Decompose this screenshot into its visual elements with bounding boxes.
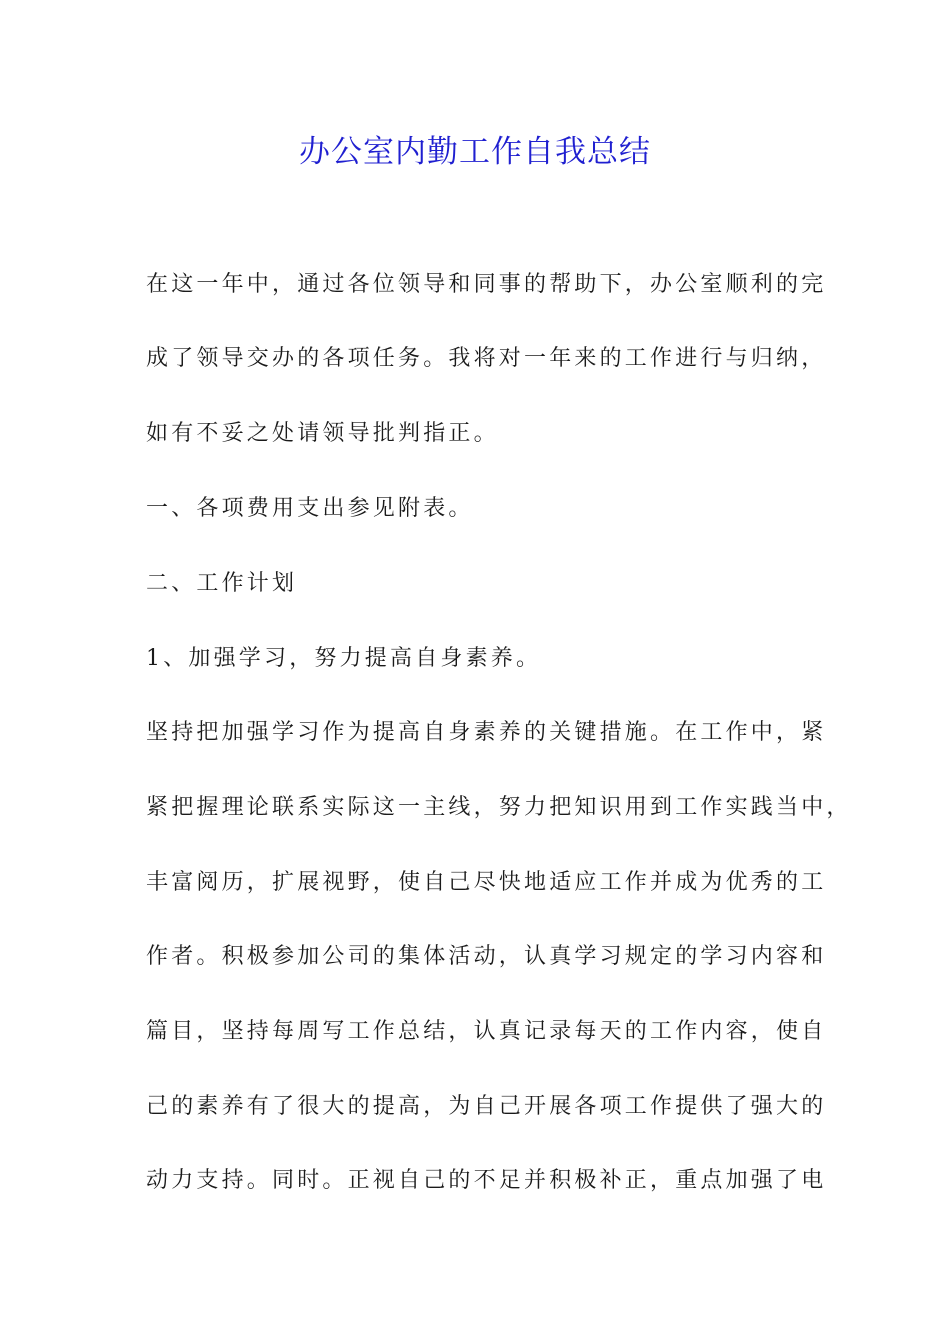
document-title: 办公室内勤工作自我总结 [299,134,651,170]
paragraph-line: 成了领导交办的各项任务。我将对一年来的工作进行与归纳， [146,346,827,371]
paragraph-line: 己的素养有了很大的提高，为自己开展各项工作提供了强大的 [146,1094,827,1119]
paragraph-line: 动力支持。同时。正视自己的不足并积极补正，重点加强了电 [146,1168,827,1193]
subsection-heading: 1、加强学习，努力提高自身素养。 [146,646,542,671]
paragraph-line: 在这一年中，通过各位领导和同事的帮助下，办公室顺利的完 [146,272,827,297]
paragraph-line: 篇目，坚持每周写工作总结，认真记录每天的工作内容，使自 [146,1019,827,1044]
section-heading: 一、各项费用支出参见附表。 [146,496,474,521]
paragraph-line: 紧把握理论联系实际这一主线，努力把知识用到工作实践当中， [146,795,852,820]
paragraph-line: 如有不妥之处请领导批判指正。 [146,421,499,446]
paragraph-line: 坚持把加强学习作为提高自身素养的关键措施。在工作中，紧 [146,720,827,745]
section-heading: 二、工作计划 [146,571,298,596]
paragraph-line: 作者。积极参加公司的集体活动，认真学习规定的学习内容和 [146,944,827,969]
paragraph-line: 丰富阅历，扩展视野，使自己尽快地适应工作并成为优秀的工 [146,870,827,895]
